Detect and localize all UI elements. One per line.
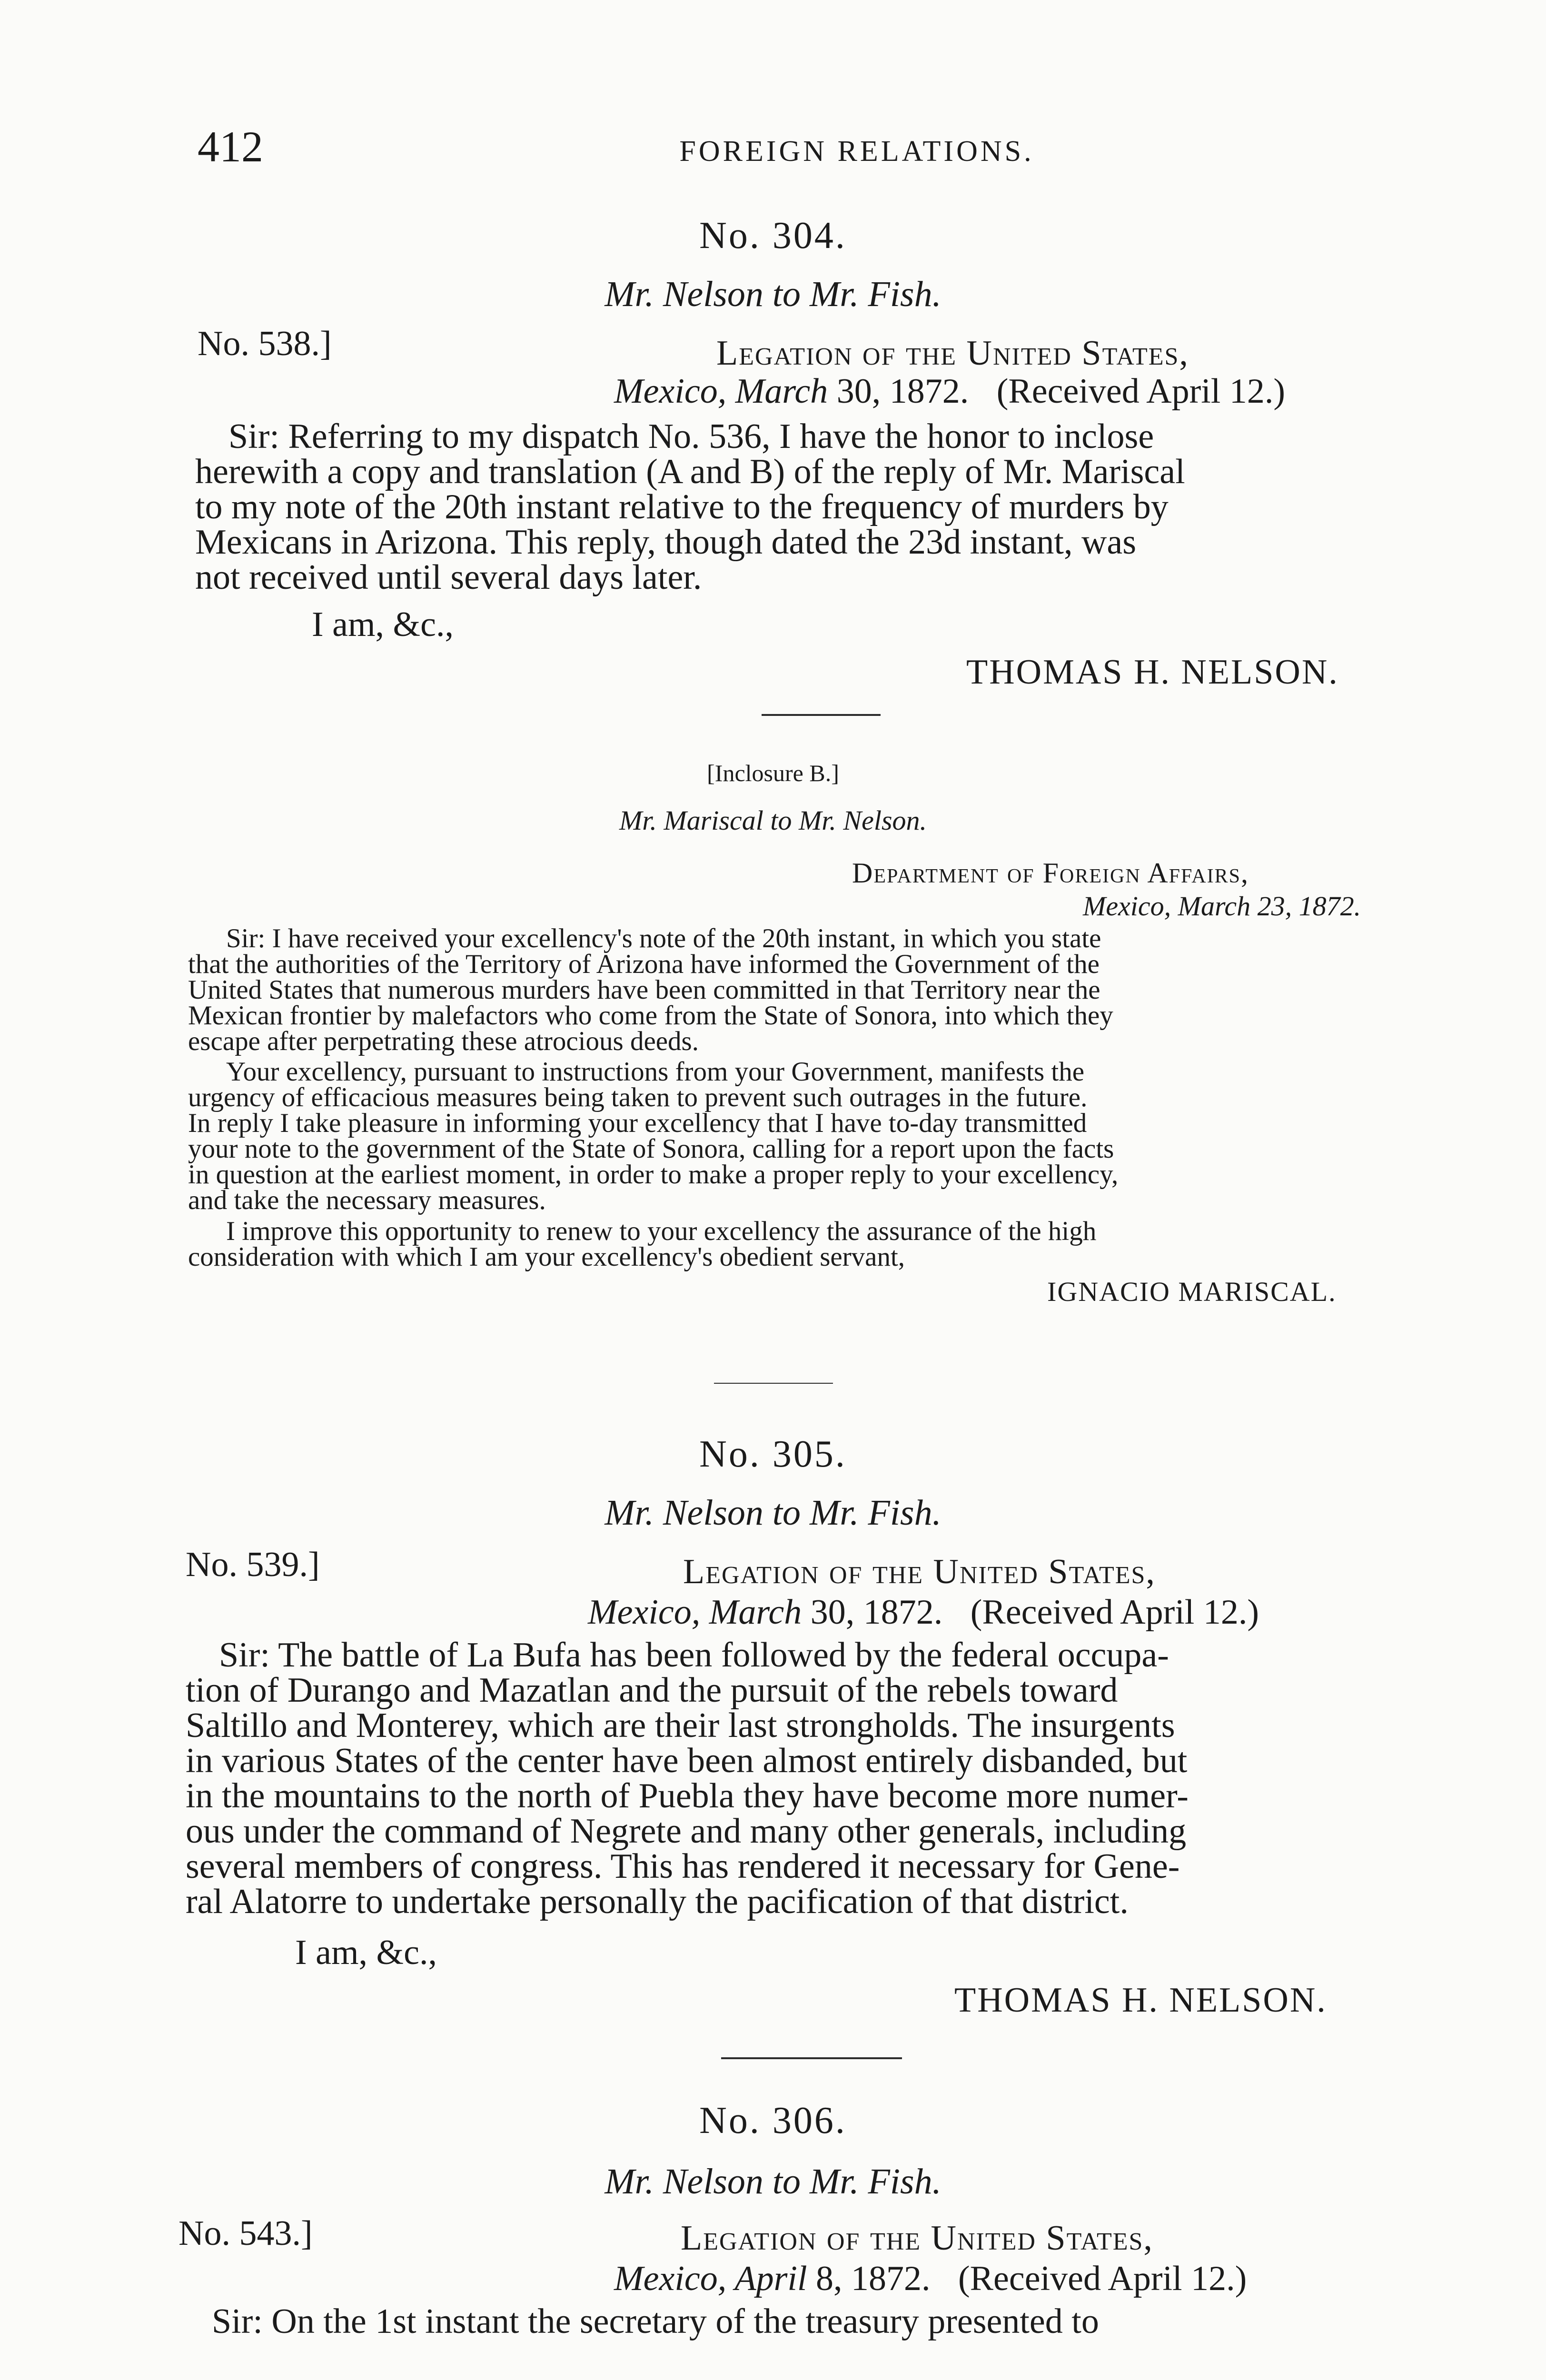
inclosure-heading: Mr. Mariscal to Mr. Nelson. [619,805,927,836]
doc-304-date-place: Mexico, March [614,372,828,411]
doc-305-line: tion of Durango and Mazatlan and the pursuit of the rebels toward [186,1671,1118,1710]
doc-306-received: (Received April 12.) [958,2259,1247,2298]
doc-305-body [186,1637,1442,1919]
inclosure-date-text: Mexico, March 23, 1872. [1083,891,1361,922]
doc-306-date-rest: 8, 1872. [807,2259,931,2298]
inclosure-line: Sir: I have received your excellency's note of the 20th instant, in which you state [226,923,1101,953]
inclosure-department: Department of Foreign Affairs, [852,857,1249,889]
section-rule [721,2057,902,2059]
doc-304-dateline [614,371,1285,412]
doc-305-closing: I am, &c., [295,1933,437,1972]
section-rule [714,1383,833,1384]
doc-305-date-place: Mexico, March [588,1593,802,1632]
doc-304-line: Sir: Referring to my dispatch No. 536, I have the honor to inclose [228,417,1154,456]
inclosure-line: In reply I take pleasure in informing your excellency that I have to-day transmitted [188,1108,1087,1138]
doc-304-number: No. 304. [699,215,847,257]
doc-304-line: Mexicans in Arizona. This reply, though dated the 23d instant, was [195,523,1137,562]
inclosure-label: [Inclosure B.] [707,760,839,786]
inclosure-line: consideration with which I am your excellency's obedient servant, [188,1242,905,1272]
doc-305-date-rest: 30, 1872. [802,1593,943,1632]
doc-304-line: herewith a copy and translation (A and B) of the reply of Mr. Mariscal [195,452,1185,491]
doc-306-number: No. 306. [699,2100,847,2142]
inclosure-line: United States that numerous murders have been committed in that Territory near the [188,975,1100,1005]
doc-304-closing: I am, &c., [312,605,454,644]
doc-304-line: to my note of the 20th instant relative to the frequency of murders by [195,487,1169,526]
doc-305-signature: THOMAS H. NELSON. [954,1981,1327,2020]
doc-305-legation: Legation of the United States, [683,1552,1156,1591]
doc-305-line: in various States of the center have been almost entirely disbanded, but [186,1741,1188,1780]
section-rule [762,714,881,716]
running-title: FOREIGN RELATIONS. [679,135,1034,168]
doc-305-line: several members of congress. This has rendered it necessary for Gene- [186,1847,1180,1886]
doc-305-received: (Received April 12.) [970,1593,1259,1632]
inclosure-para-1 [188,923,1440,1056]
running-head [198,121,1454,174]
inclosure-line: Mexican frontier by malefactors who come from the State of Sonora, into which they [188,1001,1113,1031]
inclosure-line: urgency of efficacious measures being taken to prevent such outrages in the future. [188,1082,1088,1112]
doc-306-body [178,2304,1421,2339]
inclosure-date [1083,890,1361,922]
inclosure-line: Your excellency, pursuant to instructions from your Government, manifests the [226,1057,1085,1087]
doc-304-line: not received until several days later. [195,558,702,597]
doc-306-heading: Mr. Nelson to Mr. Fish. [605,2162,941,2202]
inclosure-signature: IGNACIO MARISCAL. [1047,1276,1337,1307]
doc-305-dateline [588,1592,1259,1633]
doc-305-line: Saltillo and Monterey, which are their last strongholds. The insurgents [186,1706,1175,1745]
inclosure-line: that the authorities of the Territory of Arizona have informed the Government of the [188,949,1100,979]
inclosure-line: your note to the government of the State of Sonora, calling for a report upon the facts [188,1134,1114,1164]
inclosure-line: in question at the earliest moment, in order to make a proper reply to your excellency, [188,1160,1119,1190]
doc-305-line: in the mountains to the north of Puebla they have become more numer- [186,1776,1189,1815]
doc-305-line: ous under the command of Negrete and many other generals, including [186,1812,1187,1851]
inclosure-para-3 [188,1216,1440,1272]
doc-305-number: No. 305. [699,1433,847,1475]
doc-305-heading: Mr. Nelson to Mr. Fish. [605,1493,941,1533]
doc-304-signature: THOMAS H. NELSON. [966,653,1339,692]
page-number: 412 [198,122,263,171]
doc-305-line: Sir: The battle of La Bufa has been followed by the federal occupa- [219,1636,1169,1675]
doc-304-date-rest: 30, 1872. [828,372,969,411]
doc-304-dispatch-number: No. 538.] [198,324,332,363]
doc-304-legation: Legation of the United States, [716,334,1189,373]
doc-304-received: (Received April 12.) [996,372,1285,411]
doc-304-body [195,419,1452,595]
inclosure-line: and take the necessary measures. [188,1185,546,1215]
doc-306-line: Sir: On the 1st instant the secretary of the treasury presented to [212,2302,1099,2341]
doc-306-dispatch-number: No. 543.] [178,2214,313,2253]
doc-306-legation: Legation of the United States, [681,2219,1153,2258]
doc-306-dateline [614,2259,1247,2299]
doc-305-dispatch-number: No. 539.] [186,1545,320,1584]
doc-304-heading: Mr. Nelson to Mr. Fish. [605,274,941,314]
doc-305-line: ral Alatorre to undertake personally the pacification of that district. [186,1882,1129,1921]
doc-306-date-place: Mexico, April [614,2259,807,2298]
inclosure-para-2 [188,1059,1440,1213]
inclosure-line: I improve this opportunity to renew to your excellency the assurance of the high [226,1216,1097,1246]
inclosure-line: escape after perpetrating these atrocious deeds. [188,1026,699,1056]
